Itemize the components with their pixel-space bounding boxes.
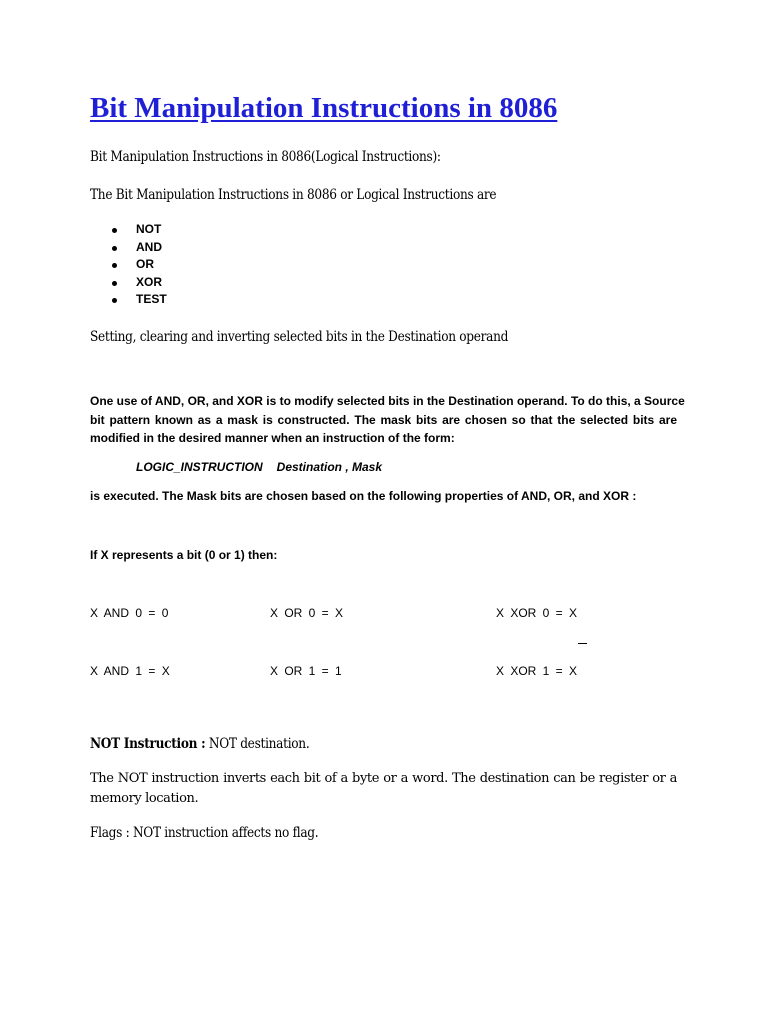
subtitle-text: Bit Manipulation Instructions in 8086(Logical Instructions): [90,149,441,165]
setting-text: Setting, clearing and inverting selected bits in the Destination operand [90,329,509,345]
page-title-link[interactable]: Bit Manipulation Instructions in 8086 [90,92,558,124]
if-x-text: If X represents a bit (0 or 1) then: [90,548,278,562]
not-heading [90,736,309,752]
not-description [90,769,677,809]
equation-and-0: X AND 0 = 0 [90,606,169,620]
mask-paragraph-line-3: modified in the desired manner when an instruction of the form: [90,431,455,445]
executed-text: is executed. The Mask bits are chosen based on the following properties of AND, OR, and XOR : [90,489,637,503]
instruction-form [136,460,382,474]
bullet-icon [112,281,117,286]
mask-paragraph-line-1: One use of AND, OR, and XOR is to modify selected bits in the Destination operand. To do this, a Source [90,394,685,408]
not-description-line-2: memory location. [90,791,199,806]
equation-xor-1: X XOR 1 = X [496,664,578,678]
equation-and-1: X AND 1 = X [90,664,170,678]
bullet-icon [112,228,117,233]
mask-paragraph-line-2: bit pattern known as a mask is constructed. The mask bits are chosen so that the selected bits are [90,413,677,427]
complement-overbar [578,643,587,644]
document-page: Bit Manipulation Instructions in 8086 Bit Manipulation Instructions in 8086(Logical Instructions): The Bit Manipulation Instructions in 8086 or Logical Instructions are NOT AND OR XOR TEST Setting, clearing and inverting selected bits in the Destination operand One use of AND, OR, and XOR is to modify selected bits in the Destination operand. To do this, a Source bit pattern known as a mask is constructed. The mask bits are chosen so that the selected bits are modified in the desired manner when an instruction of the form: LOGIC_INSTRUCTION Destination , Mask is executed. The Mask bits are chosen based on the following properties of AND, OR, and XOR : If X represents a bit (0 or 1) then: X AND 0 = 0 X OR 0 = X X XOR 0 = X X AND 1 = X X OR 1 = 1 X XOR 1 = X NOT Instruction : NOT destination. The NOT instruction inverts each bit of a byte or a word. The destination can be register or a memory location. Flags : NOT instruction affects no flag. [90,92,685,841]
equation-or-1: X OR 1 = 1 [270,664,342,678]
bullet-icon [112,298,117,303]
not-description-line-1: The NOT instruction inverts each bit of a byte or a word. The destination can be register or a [90,771,677,786]
instruction-form-op: LOGIC_INSTRUCTION [136,460,263,474]
flags-text: Flags : NOT instruction affects no flag. [90,825,319,841]
not-heading-syntax: NOT destination. [205,736,310,752]
equation-xor-0: X XOR 0 = X [496,606,578,620]
not-heading-label: NOT Instruction : [90,736,206,752]
bullet-icon [112,263,117,268]
bullet-icon [112,246,117,251]
intro-text: The Bit Manipulation Instructions in 8086 or Logical Instructions are [90,187,497,203]
instruction-form-operands: Destination , Mask [276,460,383,474]
equation-or-0: X OR 0 = X [270,606,344,620]
